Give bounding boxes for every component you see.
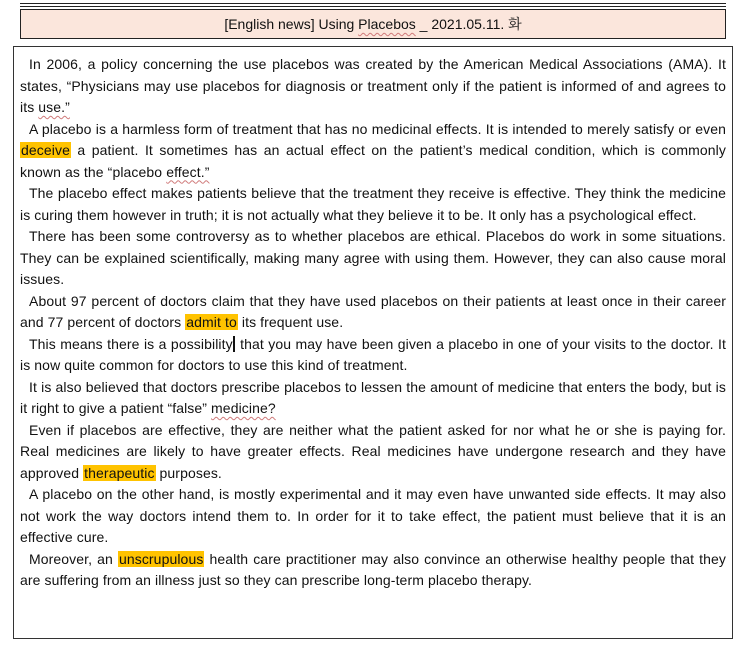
paragraph-1-text: In 2006, a policy concerning the use placebos was created by the American Medical Associations (AMA). It states, “Physicians may use placebos for diagnosis or treatment only if the patient is informed of and agrees to its bbox=[20, 56, 726, 115]
paragraph-8-text: Even if placebos are effective, they are neither what the patient asked for nor what he or she is paying for. Real medicines are likely to have greater effects. Real medicines have undergone research and they have approved bbox=[20, 421, 726, 481]
highlight-admit-to: admit to bbox=[186, 314, 237, 330]
paragraph-2-spellcheck-word: effect.” bbox=[166, 163, 210, 180]
paragraph-6 bbox=[20, 334, 726, 377]
title-suffix: _ 2021.05.11. 화 bbox=[415, 16, 522, 32]
article-body[interactable] bbox=[13, 46, 733, 639]
title-prefix: [English news] Using bbox=[224, 16, 359, 32]
header-rule-second bbox=[20, 6, 726, 7]
highlight-therapeutic: therapeutic bbox=[84, 464, 155, 481]
paragraph-4: There has been some controversy as to whether placebos are ethical. Placebos do work in some situations. They can be explained scientifically, making many agree with using them. However, they can also cause moral issues. bbox=[20, 228, 726, 287]
paragraph-9: A placebo on the other hand, is mostly experimental and it may even have unwanted side effects. It may also not work the way doctors intend them to. In order for it to take effect, the patient must believe that it is an effective cure. bbox=[20, 486, 726, 545]
paragraph-5-text: About 97 percent of doctors claim that they have used placebos on their patients at least once in their career and 77 percent of doctors bbox=[20, 292, 726, 330]
title-keyword: Placebos bbox=[358, 16, 416, 32]
paragraph-8 bbox=[20, 420, 726, 485]
paragraph-7-text: It is also believed that doctors prescribe placebos to lessen the amount of medicine that enters the body, but is it right to give a patient “false” bbox=[20, 378, 726, 416]
paragraph-7-spellcheck-word: medicine? bbox=[211, 400, 276, 416]
paragraph-1 bbox=[20, 54, 726, 119]
header-rule-top bbox=[20, 3, 726, 4]
paragraph-5-text-cont: its frequent use. bbox=[237, 314, 344, 330]
paragraph-10-text: Moreover, an bbox=[29, 550, 118, 567]
paragraph-2-text-cont: a patient. It sometimes has an actual effect on the patient’s medical condition, which is commonly known as the “placebo bbox=[20, 142, 726, 180]
paragraph-10 bbox=[20, 549, 726, 592]
paragraph-2 bbox=[20, 119, 726, 184]
paragraph-6-text-cont: that you may have been given a placebo in one of your visits to the doctor. It is now quite common for doctors to use this kind of treatment. bbox=[20, 335, 726, 373]
text-cursor bbox=[233, 336, 235, 352]
paragraph-1-spellcheck-word: use.” bbox=[38, 99, 70, 115]
highlight-deceive: deceive bbox=[21, 142, 70, 158]
document-title-bar bbox=[20, 9, 726, 39]
highlight-unscrupulous: unscrupulous bbox=[118, 550, 204, 567]
paragraph-5 bbox=[20, 291, 726, 334]
paragraph-2-text: A placebo is a harmless form of treatment that has no medicinal effects. It is intended to merely satisfy or even bbox=[29, 120, 726, 137]
paragraph-3: The placebo effect makes patients believe that the treatment they receive is effective. They think the medicine is curing them however in truth; it is not actually what they believe it to be. It only has a psychological effect. bbox=[20, 185, 726, 223]
paragraph-6-text: This means there is a possibility bbox=[29, 335, 233, 352]
paragraph-10-text-cont: health care practitioner may also convince an otherwise healthy people that they are suffering from an illness just so they can prescribe long-term placebo therapy. bbox=[20, 550, 726, 588]
paragraph-8-text-cont: purposes. bbox=[155, 464, 222, 481]
paragraph-7 bbox=[20, 377, 726, 420]
